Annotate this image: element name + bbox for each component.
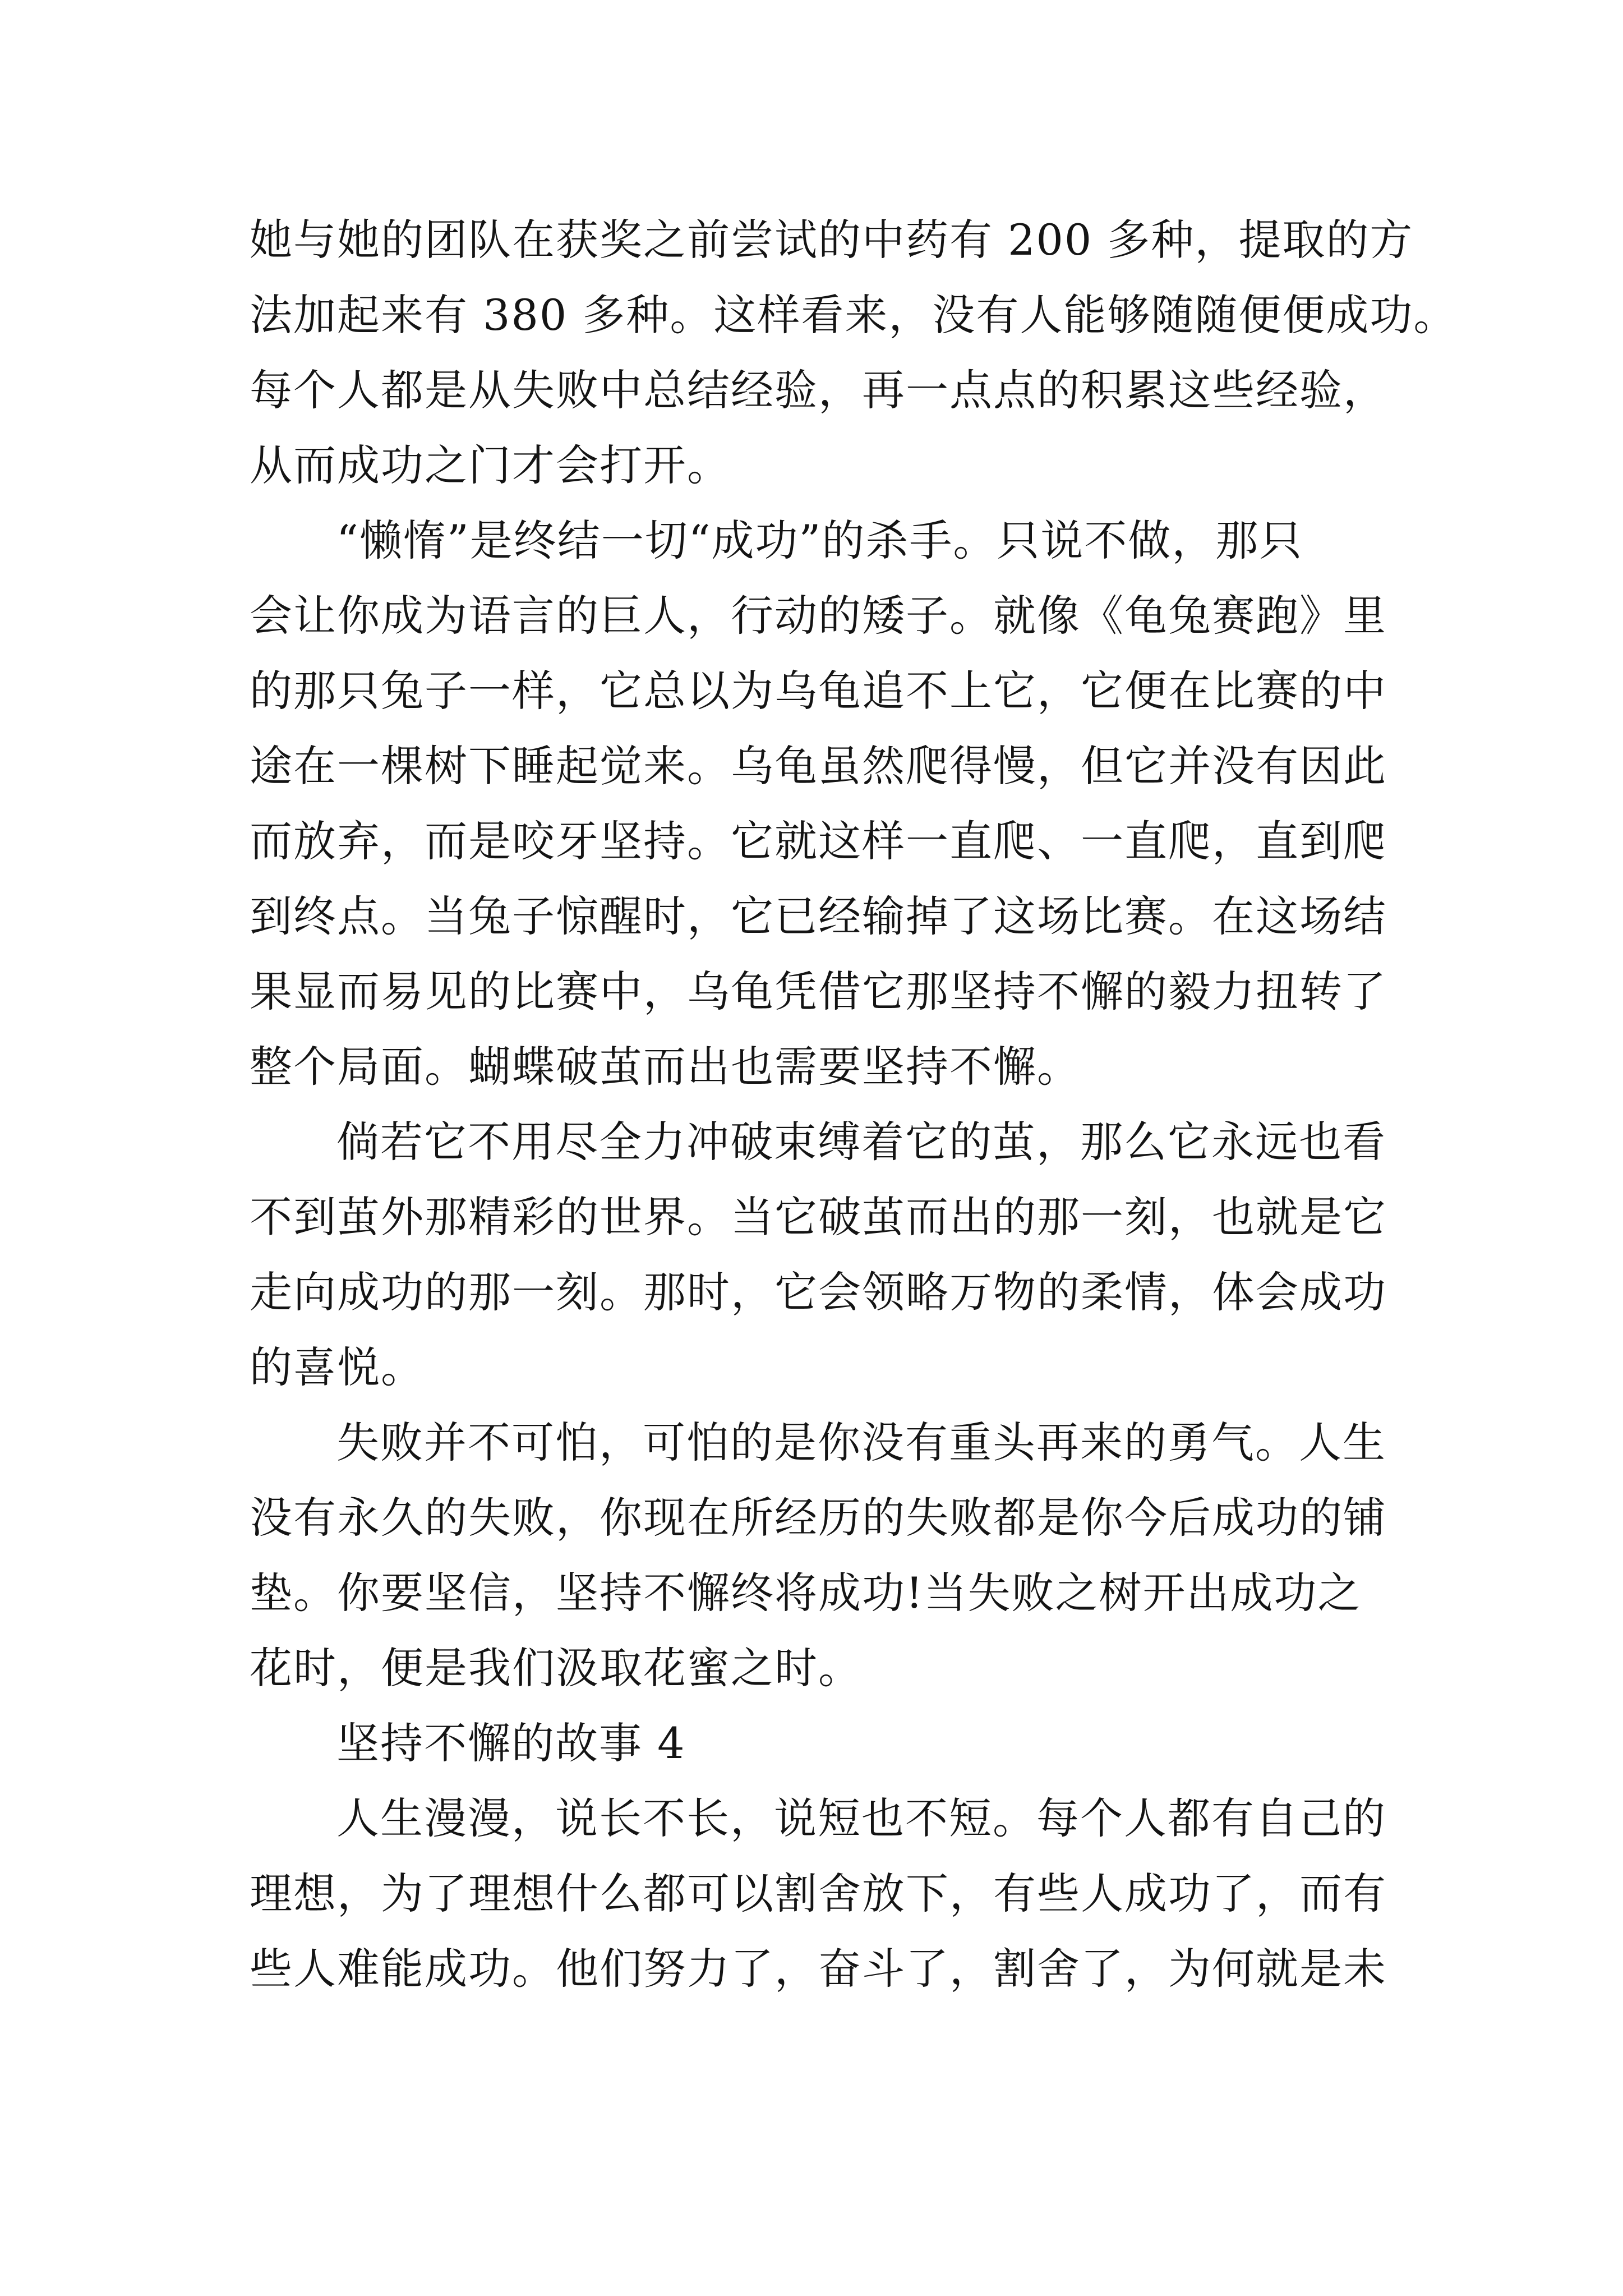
text-line: 垫。你要坚信，坚持不懈终将成功!当失败之树开出成功之	[250, 1568, 1362, 1618]
text-line: 法加起来有 380 多种。这样看来，没有人能够随随便便成功。	[250, 290, 1458, 340]
text-line: 的那只兔子一样，它总以为乌龟追不上它，它便在比赛的中	[250, 666, 1387, 716]
text-line: 人生漫漫，说长不长，说短也不短。每个人都有自己的	[336, 1793, 1386, 1843]
text-line: 没有永久的失败，你现在所经历的失败都是你今后成功的铺	[250, 1493, 1387, 1543]
text-line: 她与她的团队在获奖之前尝试的中药有 200 多种，提取的方	[250, 215, 1414, 265]
text-line: 些人难能成功。他们努力了，奋斗了，割舍了，为何就是未	[250, 1944, 1387, 1994]
text-line: 失败并不可怕，可怕的是你没有重头再来的勇气。人生	[336, 1418, 1386, 1467]
text-line: 不到茧外那精彩的世界。当它破茧而出的那一刻，也就是它	[250, 1192, 1387, 1242]
text-line: 整个局面。蝴蝶破茧而出也需要坚持不懈。	[250, 1042, 1081, 1092]
text-line: 途在一棵树下睡起觉来。乌龟虽然爬得慢，但它并没有因此	[250, 741, 1387, 791]
text-line: “懒惰”是终结一切“成功”的杀手。只说不做，那只	[336, 516, 1303, 565]
text-line: 理想，为了理想什么都可以割舍放下，有些人成功了，而有	[250, 1869, 1387, 1918]
text-line: 而放弃，而是咬牙坚持。它就这样一直爬、一直爬，直到爬	[250, 816, 1387, 866]
text-line: 果显而易见的比赛中，乌龟凭借它那坚持不懈的毅力扭转了	[250, 967, 1387, 1016]
section-heading: 坚持不懈的故事 4	[336, 1718, 686, 1768]
text-line: 会让你成为语言的巨人，行动的矮子。就像《龟兔赛跑》里	[250, 591, 1387, 641]
text-line: 走向成功的那一刻。那时，它会领略万物的柔情，体会成功	[250, 1267, 1387, 1317]
text-line: 倘若它不用尽全力冲破束缚着它的茧，那么它永远也看	[336, 1117, 1386, 1167]
text-line: 从而成功之门才会打开。	[250, 440, 731, 490]
text-line: 每个人都是从失败中总结经验，再一点点的积累这些经验，	[250, 365, 1387, 415]
text-line: 到终点。当兔子惊醒时，它已经输掉了这场比赛。在这场结	[250, 891, 1387, 941]
text-line: 的喜悦。	[250, 1342, 425, 1392]
text-line: 花时，便是我们汲取花蜜之时。	[250, 1643, 862, 1693]
